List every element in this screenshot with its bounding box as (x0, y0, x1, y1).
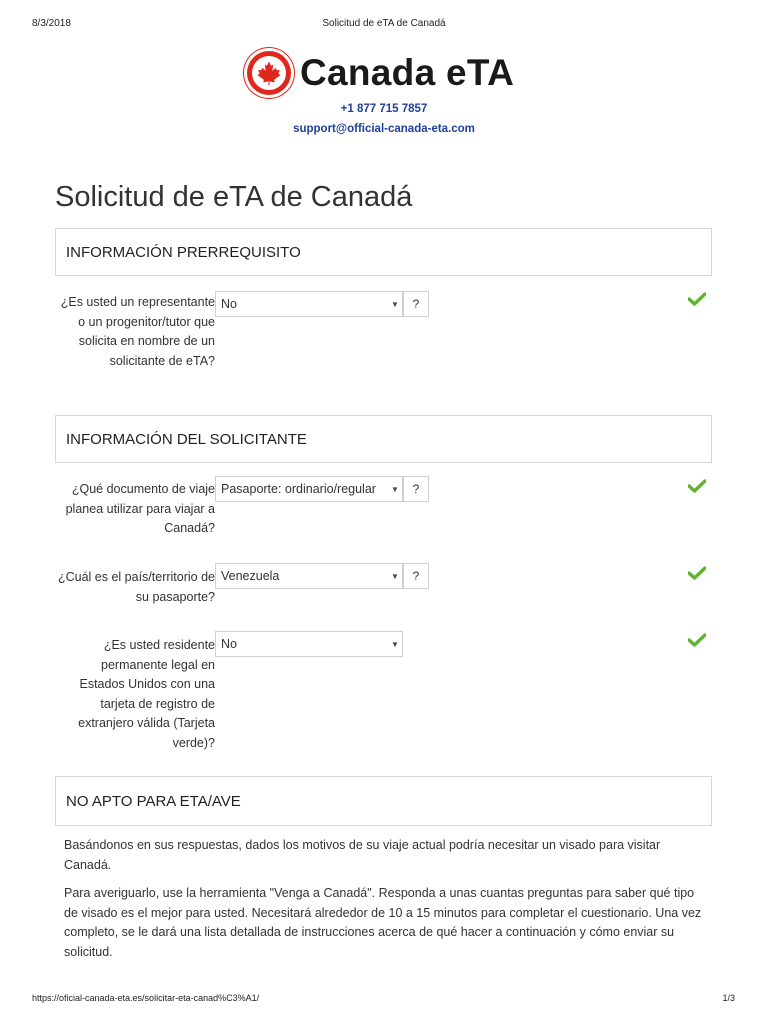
caret-down-icon: ▼ (391, 299, 399, 309)
help-button[interactable]: ? (403, 563, 429, 589)
caret-down-icon: ▼ (391, 571, 399, 581)
section-applicant-header (55, 415, 712, 463)
print-footer-url: https://oficial-canada-eta.es/solicitar-eta-canad%C3%A1/ (32, 993, 260, 1003)
select-value: Pasaporte: ordinario/regular (221, 482, 376, 496)
select-value: No (221, 637, 237, 651)
check-icon (688, 633, 706, 647)
select-value: Venezuela (221, 569, 280, 583)
passport-country-select[interactable] (215, 563, 403, 589)
section-heading: INFORMACIÓN PRERREQUISITO (66, 243, 301, 261)
logo-text: Canada eTA (300, 52, 515, 93)
print-header-title: Solicitud de eTA de Canadá (322, 18, 446, 29)
representative-select[interactable] (215, 291, 403, 317)
caret-down-icon: ▼ (391, 639, 399, 649)
section-heading: INFORMACIÓN DEL SOLICITANTE (66, 430, 307, 448)
us-resident-select[interactable] (215, 631, 403, 657)
caret-down-icon: ▼ (391, 484, 399, 494)
check-icon (688, 292, 706, 306)
check-icon (688, 479, 706, 493)
help-button[interactable]: ? (403, 476, 429, 502)
question-label-document: ¿Qué documento de viaje planea utilizar para viajar a Canadá? (65, 482, 215, 535)
eligibility-instructions: Para averiguarlo, use la herramienta "Venga a Canadá". Responda a unas cuantas preguntas para saber qué tipo de visado es el mejor para usted. Necesitará alrededor de 10 a 15 minutos para completar el cuestionario. Una vez completo, se le dará una lista detallada de instrucciones acerca de qué hacer a continuación y cómo enviar su solicitud. (64, 886, 702, 959)
section-prerequisite-header (55, 228, 712, 276)
help-button[interactable]: ? (403, 291, 429, 317)
print-header-date: 8/3/2018 (32, 18, 71, 29)
maple-leaf-icon (244, 48, 294, 98)
page-title: Solicitud de eTA de Canadá (55, 181, 413, 213)
travel-document-select[interactable] (215, 476, 403, 502)
question-label-passport-country: ¿Cuál es el país/territorio de su pasaporte? (57, 570, 215, 604)
section-heading: NO APTO PARA ETA/AVE (66, 792, 241, 810)
support-phone-link[interactable]: +1 877 715 7857 (340, 103, 428, 115)
support-email-link[interactable]: support@official-canada-eta.com (293, 123, 475, 135)
section-not-eligible-header (55, 776, 712, 826)
question-label-representative: ¿Es usted un representante o un progenitor/tutor que solicita en nombre de un solicitante de eTA? (60, 295, 215, 368)
site-logo[interactable] (244, 45, 514, 101)
eligibility-message: Basándonos en sus respuestas, dados los motivos de su viaje actual podría necesitar un visado para visitar Canadá. (64, 838, 661, 872)
print-footer-page-number: 1/3 (722, 993, 735, 1003)
check-icon (688, 566, 706, 580)
select-value: No (221, 297, 237, 311)
question-label-us-resident: ¿Es usted residente permanente legal en Estados Unidos con una tarjeta de registro de extranjero válida (Tarjeta verde)? (78, 638, 215, 750)
